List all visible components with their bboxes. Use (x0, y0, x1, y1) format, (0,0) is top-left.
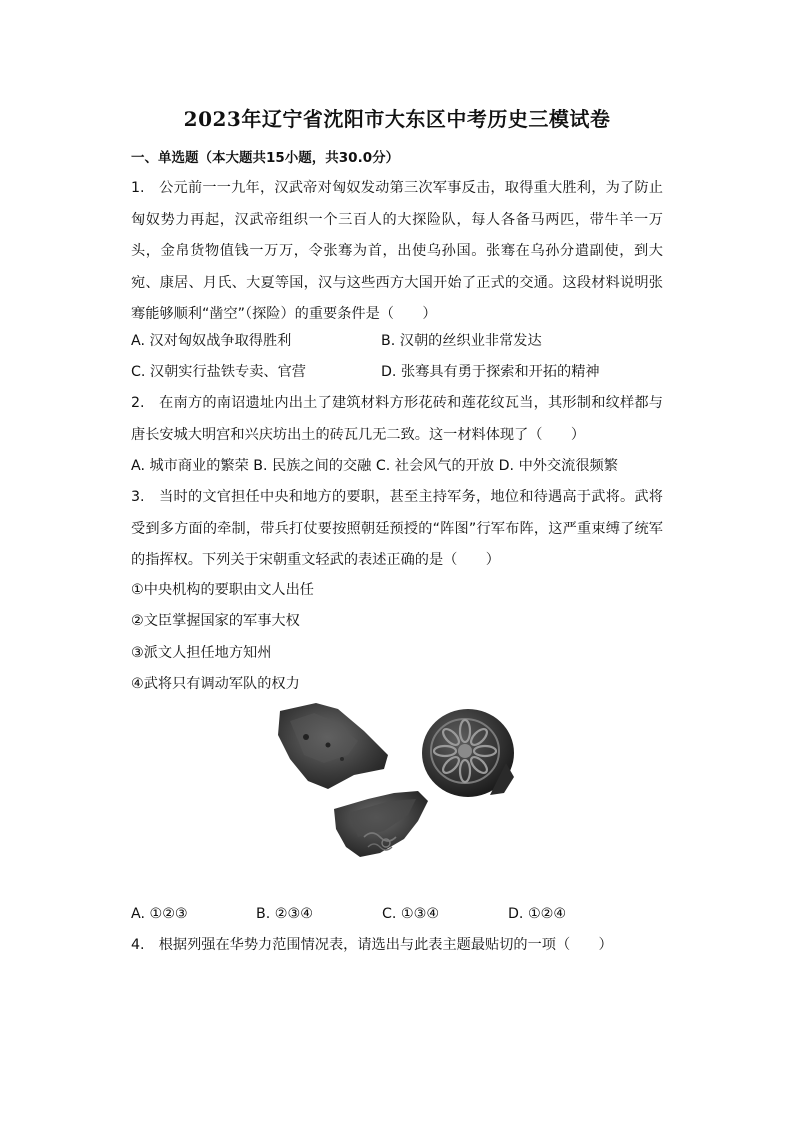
question-3-text: 3. 当时的文官担任中央和地方的要职，甚至主持军务，地位和待遇高于武将。武将受到多方面的牵制，带兵打仗要按照朝廷预授的“阵图”行军布阵，这严重束缚了统军的指挥权。下列关于宋朝重文轻武的表述正确的是（ ） (131, 489, 663, 568)
lotus-tile-end (422, 709, 514, 797)
q1-option-a[interactable]: A. 汉对匈奴战争取得胜利 (131, 333, 292, 349)
q3-statement-2: ②文臣掌握国家的军事大权 (131, 613, 300, 629)
page-title: 2023年辽宁省沈阳市大东区中考历史三模试卷 (183, 107, 611, 131)
brick-fragment-top (278, 703, 388, 789)
question-2-text: 2. 在南方的南诏遗址内出土了建筑材料方形花砖和莲花纹瓦当，其形制和纹样都与唐长安城大明宫和兴庆坊出土的砖瓦几无二致。这一材料体现了（ ） (131, 395, 663, 443)
question-4-text: 4. 根据列强在华势力范围情况表，请选出与此表主题最贴切的一项（ ） (131, 937, 613, 953)
section-heading: 一、单选题（本大题共15小题，共30.0分） (131, 150, 400, 166)
q1-option-b[interactable]: B. 汉朝的丝织业非常发达 (381, 333, 542, 349)
brick-fragment-bottom (334, 791, 428, 857)
q3-option-b[interactable]: B. ②③④ (256, 906, 313, 922)
q3-statement-1: ①中央机构的要职由文人出任 (131, 582, 314, 598)
q3-option-c[interactable]: C. ①③④ (382, 906, 440, 922)
brick-tile-photo (268, 697, 524, 889)
q3-statement-3: ③派文人担任地方知州 (131, 645, 272, 661)
q1-option-d[interactable]: D. 张骞具有勇于探索和开拓的精神 (381, 364, 600, 380)
q3-option-d[interactable]: D. ①②④ (508, 906, 567, 922)
q2-options[interactable]: A. 城市商业的繁荣 B. 民族之间的交融 C. 社会风气的开放 D. 中外交流很频繁 (131, 458, 618, 474)
q3-option-a[interactable]: A. ①②③ (131, 906, 188, 922)
q3-statement-4: ④武将只有调动军队的权力 (131, 676, 300, 692)
q1-option-c[interactable]: C. 汉朝实行盐铁专卖、官营 (131, 364, 306, 380)
question-1-text: 1. 公元前一一九年，汉武帝对匈奴发动第三次军事反击，取得重大胜利，为了防止匈奴势力再起，汉武帝组织一个三百人的大探险队，每人各备马两匹，带牛羊一万头，金帛货物值钱一万万，令张骞为首，出使乌孙国。张骞在乌孙分遣副使，到大宛、康居、月氏、大夏等国，汉与这些西方大国开始了正式的交通。这段材料说明张骞能够顺利“凿空”（探险）的重要条件是（ ） (131, 180, 663, 322)
